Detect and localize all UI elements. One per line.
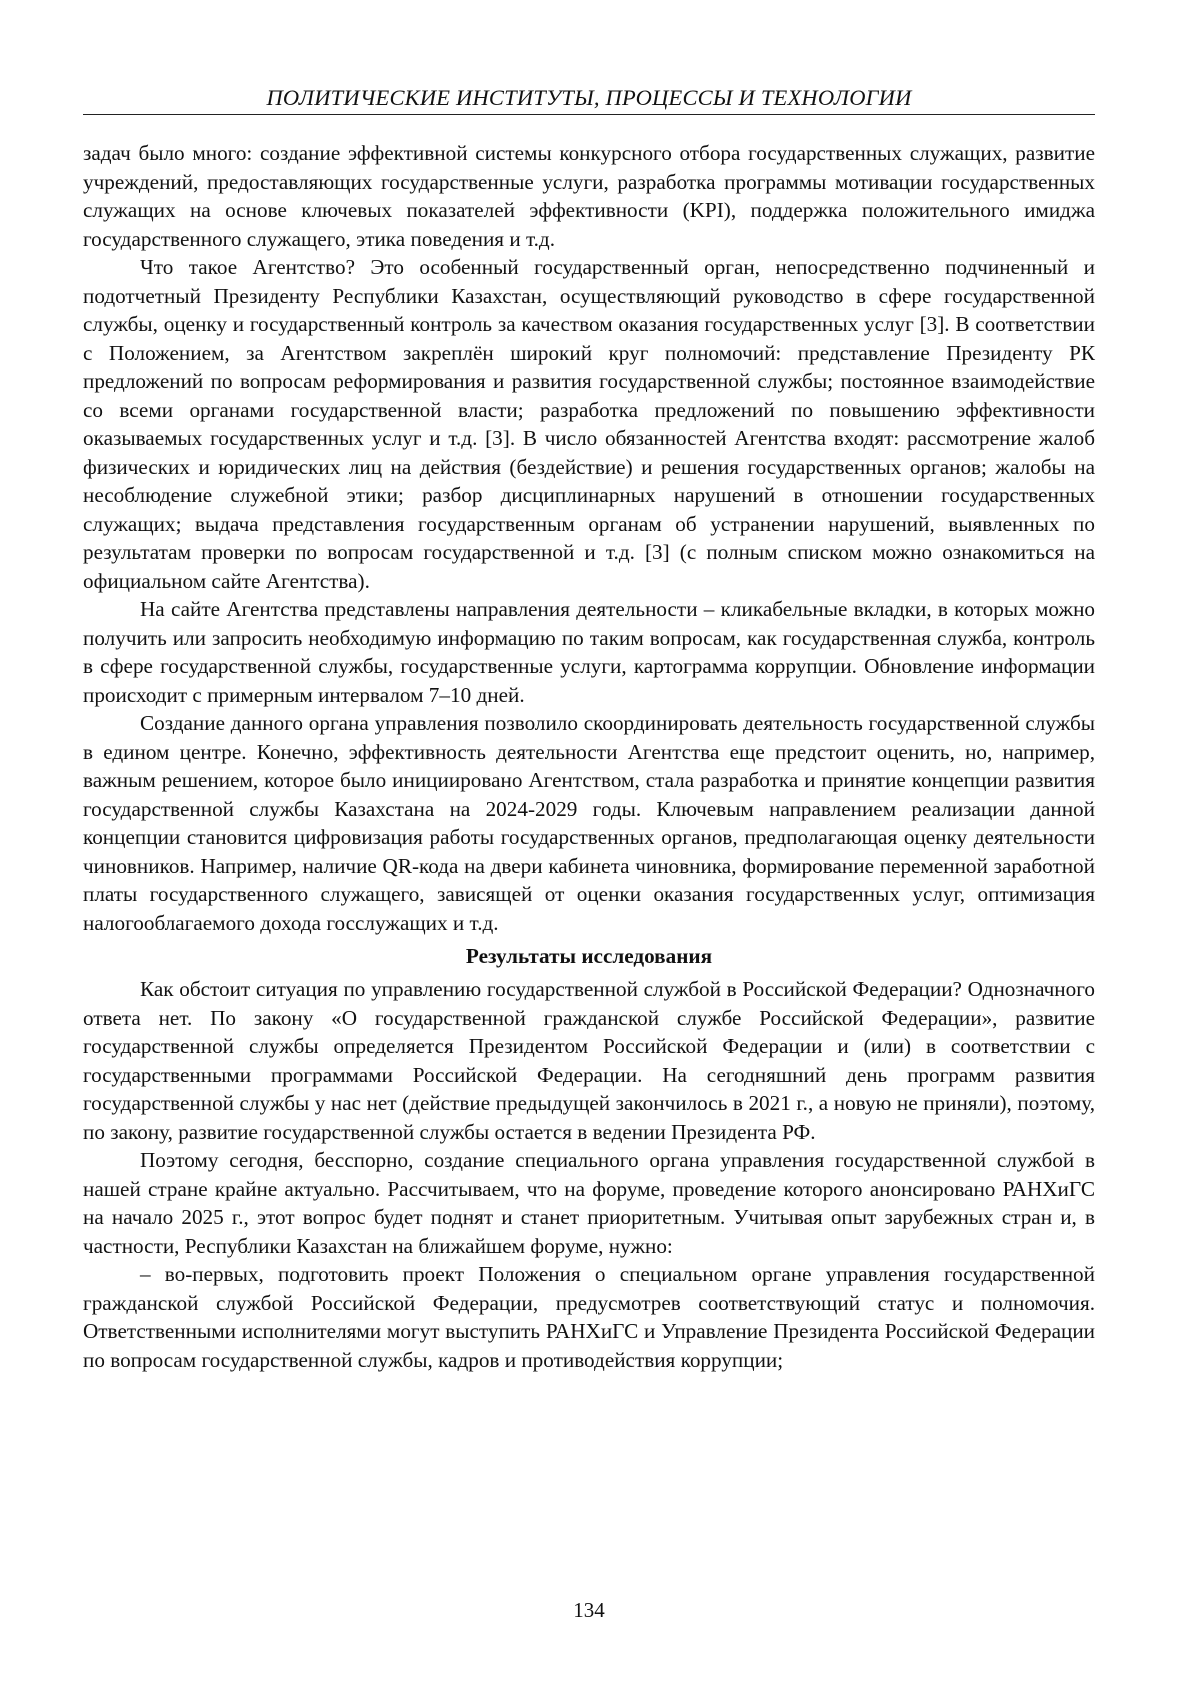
section-heading-results: Результаты исследования [465,944,713,968]
paragraph-first-proposal: – во-первых, подготовить проект Положения о специальном органе управления государственной гражданской службой Российской Федерации, предусмотрев соответствующий статус и полномочия. Ответственными исполнителями могут выступить РАНХиГС и Управление Президента Российской Федерации по вопросам государственной службы, кадров и противодействия коррупции; [83,1262,1095,1372]
paragraph-agency-website: На сайте Агентства представлены направления деятельности – кликабельные вкладки, в которых можно получить или запросить необходимую информацию по таким вопросам, как государственная служба, контроль в сфере государственной службы, государственные услуги, картограмма коррупции. Обновление информации происходит с примерным интервалом 7–10 дней. [83,597,1095,707]
paragraph-continued: задач было много: создание эффективной системы конкурсного отбора государственных служащих, развитие учреждений, предоставляющих государственные услуги, разработка программы мотивации государственных служащих на основе ключевых показателей эффективности (KPI), поддержка положительного имиджа государственного служащего, этика поведения и т.д. [83,141,1095,251]
paragraph-russia-situation: Как обстоит ситуация по управлению государственной службой в Российской Федерации? Однозначного ответа нет. По закону «О государственной гражданской службе Российской Федерации», развитие государственной службы определяется Президентом Российской Федерации и (или) в соответствии с государственными программами Российской Федерации. На сегодняшний день программ развития государственной службы у нас нет (действие предыдущей закончилось в 2021 г., а новую не приняли), поэтому, по закону, развитие государственной службы остается в ведении Президента РФ. [83,977,1095,1144]
running-header: ПОЛИТИЧЕСКИЕ ИНСТИТУТЫ, ПРОЦЕССЫ И ТЕХНОЛОГИИ [266,85,912,110]
header-rule [83,114,1095,115]
paragraph-agency-definition: Что такое Агентство? Это особенный государственный орган, непосредственно подчиненный и подотчетный Президенту Республики Казахстан, осуществляющий руководство в сфере государственной службы, оценку и государственный контроль за качеством оказания государственных услуг [3]. В соответствии с Положением, за Агентством закреплён широкий круг полномочий: представление Президенту РК предложений по вопросам реформирования и развития государственной службы; постоянное взаимодействие со всеми органами государственной власти; разработка предложений по повышению эффективности оказываемых государственных услуг и т.д. [3]. В число обязанностей Агентства входят: рассмотрение жалоб физических и юридических лиц на действия (бездействие) и решения государственных органов; жалобы на несоблюдение служебной этики; разбор дисциплинарных нарушений в отношении государственных служащих; выдача представления государственным органам об устранении нарушений, выявленных по результатам проверки по вопросам государственной и т.д. [3] (с полным списком можно ознакомиться на официальном сайте Агентства). [83,255,1095,593]
paragraph-special-body: Поэтому сегодня, бесспорно, создание специального органа управления государственной службой в нашей стране крайне актуально. Рассчитываем, что на форуме, проведение которого анонсировано РАНХиГС на начало 2025 г., этот вопрос будет поднят и станет приоритетным. Учитывая опыт зарубежных стран и, в частности, Республики Казахстан на ближайшем форуме, нужно: [83,1148,1095,1258]
journal-page [83,0,1095,1698]
paragraph-agency-results: Создание данного органа управления позволило скоординировать деятельность государственной службы в едином центре. Конечно, эффективность деятельности Агентства еще предстоит оценить, но, например, важным решением, которое было инициировано Агентством, стала разработка и принятие концепции развития государственной службы Казахстана на 2024-2029 годы. Ключевым направлением реализации данной концепции становится цифровизация работы государственных органов, предполагающая оценку деятельности чиновников. Например, наличие QR-кода на двери кабинета чиновника, формирование переменной заработной платы государственного служащего, зависящей от оценки оказания государственных услуг, оптимизация налогооблагаемого дохода госслужащих и т.д. [83,711,1095,935]
page-number: 134 [573,1598,605,1622]
body-text [83,139,1095,1374]
